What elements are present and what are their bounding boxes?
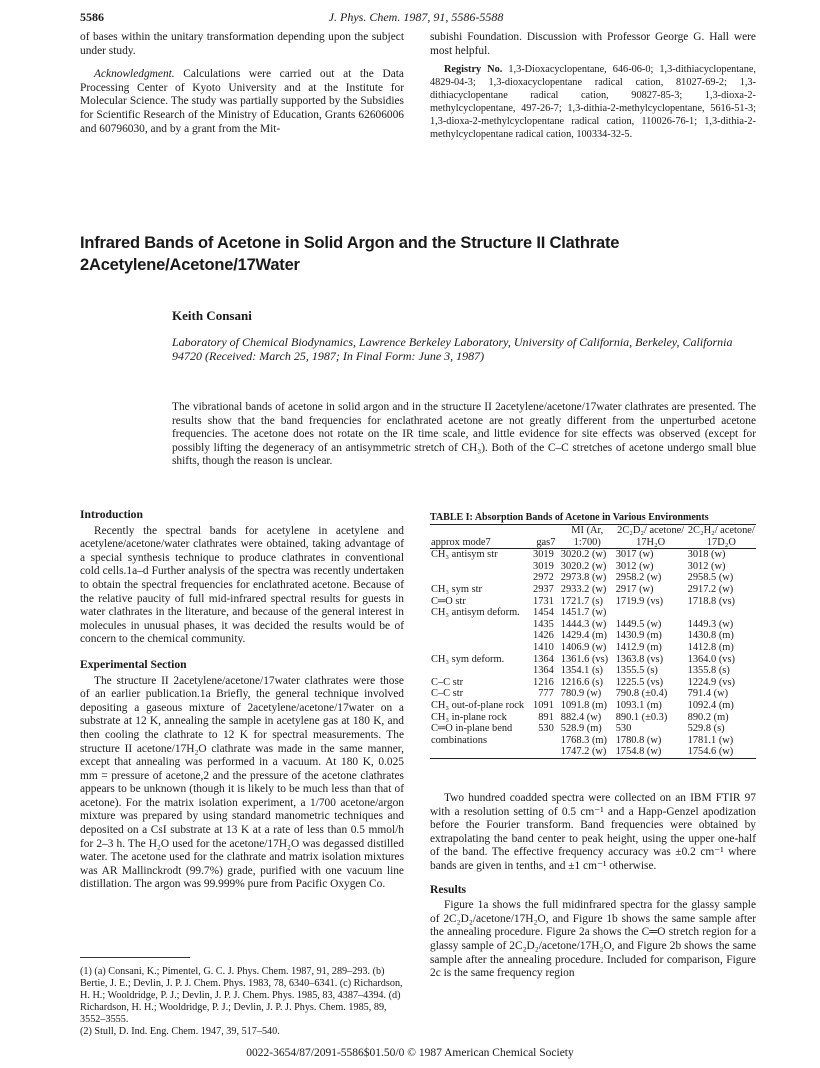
- cell-c2h2: 1718.8 (vs): [687, 595, 735, 607]
- cell-c2d2: 3012 (w): [615, 560, 654, 572]
- cell-gas: [532, 746, 560, 758]
- cell-gas: 530: [538, 723, 554, 735]
- cell-mi: 1361.6 (vs): [560, 653, 609, 665]
- table-row: [430, 561, 756, 573]
- cell-mode: C═O str: [431, 595, 466, 607]
- introduction-text: Recently the spectral bands for acetylene in acetylene and acetylene/acetone/water clathrates were obtained, taking advantage of a special synthesis technique to produce clathrates in conventional cold cells.1a–d Further analysis of the spectra was recently undertaken to obtain the spectral frequencies for enclathrated acetone. Because of the relative paucity of full mid-infrared spectral results for guests in water clathrates in the literature, and because of the general interest in molecules in unusual phases, it was decided the results would be of concern to the chemical community.: [80, 524, 404, 646]
- cell-gas: 777: [538, 688, 554, 700]
- table-row: [430, 746, 756, 758]
- previous-paragraph: of bases within the unitary transformation depending upon the subject under study.: [80, 31, 404, 57]
- cell-c2h2: 2958.5 (w): [687, 572, 734, 584]
- table-body: [430, 549, 756, 759]
- table-row: [430, 584, 756, 596]
- methods-paragraph: Two hundred coadded spectra were collected on an IBM FTIR 97 with a resolution setting of 0.5 cm⁻¹ and a Happ-Genzel apodization before the Fourier transform. Band frequencies were obtained by extrapolating the band center to peak height, using the upper one-half of the band. The effective frequency accuracy was ±0.2 cm⁻¹ where bands are given in tenths, and ±1 cm⁻¹ otherwise.: [430, 792, 756, 872]
- cell-gas: 1364: [533, 665, 554, 677]
- cell-c2d2: 1754.8 (w): [615, 746, 662, 758]
- cell-mode: [430, 665, 532, 677]
- cell-gas: 2972: [533, 572, 554, 584]
- cell-c2d2: 530: [615, 723, 632, 735]
- header-c2d2-clathrate: 2C₂D₂/ acetone/ 17H₂O: [615, 525, 687, 549]
- footnotes: [80, 966, 404, 1038]
- cell-c2h2: 3018 (w): [687, 549, 726, 561]
- results-text: Figure 1a shows the full midinfrared spectra for the glassy sample of 2C₂D₂/acetone/17H₂O, and Figure 1b shows the same sample after the annealing procedure. Figure 2a shows the C═O stretch region for a glassy sample of 2C₂D₂/acetone/17H₂O, and Figure 2b shows the same sample after the annealing procedure. Included for comparison, Figure 2c is the same frequency region: [430, 899, 756, 980]
- cell-gas: 3019: [533, 549, 554, 561]
- table-row: [430, 549, 756, 561]
- cell-c2h2: 3012 (w): [687, 560, 726, 572]
- table-row: [430, 654, 756, 666]
- cell-c2h2: 1092.4 (m): [687, 699, 734, 711]
- table-row: [430, 572, 756, 584]
- cell-mode: [430, 642, 532, 654]
- footnote-1: (1) (a) Consani, K.; Pimentel, G. C. J. Phys. Chem. 1987, 91, 289–293. (b) Bertie, J. E.; Devlin, J. P. J. Chem. Phys. 1983, 78, 6340–6341. (c) Richardson, H. H.; Wooldridge, P. J.; Devlin, J. P. J. Chem. Phys. 1985, 83, 4387–4394. (d) Richardson, H. H.; Wooldridge, P. J.; Devlin, J. P. J. Phys. Chem. 1985, 89, 3552–3555.: [80, 966, 403, 1025]
- cell-c2d2: 1430.9 (m): [615, 630, 662, 642]
- author-name: Keith Consani: [172, 308, 252, 323]
- cell-mode: C═O in-plane bend: [431, 723, 513, 735]
- experimental-text: The structure II 2acetylene/acetone/17water clathrates were those of an earlier publication.1a Briefly, the general technique involved depositing a gaseous mixture of 2acetylene/acetone/17water on a substrate at 12 K, annealing the sample in acetylene gas at 180 K, and then cooling the clathrate to 12 K for spectral measurements. The structure II acetone/17H₂O clathrate was made in the same manner, except that annealing was performed in a vacuum. At 180 K, 0.025 mm = pressure of acetone,2 and the pressure of the acetone clathrates appears to be unknown (though it is likely to be much less than that of acetone). For the matrix isolation experiment, a 1/700 acetone/argon mixture was prepared by using standard manometric techniques and deposited on a CsI substrate at 13 K at a rate of less than 0.5 mmol/h for 2–3 h. The H₂O used for the acetone/17H₂O was degassed distilled water. The acetone used for the clathrate and matrix isolation mixtures was AR Mallinckrodt (99.7%) grade, purified with one vacuum line distillation. The argon was 99.999% pure from Pacific Oxygen Co.: [80, 674, 404, 891]
- cell-mi: 528.9 (m): [560, 723, 602, 735]
- cell-c2h2: 529.8 (s): [687, 723, 725, 735]
- cell-c2d2: 2917 (w): [615, 583, 654, 595]
- cell-mi: 1451.7 (w): [560, 607, 607, 619]
- header-gas: gas7: [532, 525, 560, 549]
- body-right-column: [430, 792, 756, 981]
- table-row: [430, 712, 756, 724]
- table-header-row: [430, 525, 756, 549]
- header-c2h2-clathrate: 2C₂H₂/ acetone/ 17D₂O: [687, 525, 755, 548]
- table-row: [430, 700, 756, 712]
- registry-label: Registry No.: [444, 64, 503, 76]
- cell-gas: 1454: [533, 607, 554, 619]
- footnote-rule: [80, 957, 190, 958]
- cell-mi: 2973.8 (w): [560, 572, 607, 584]
- copyright-footer: 0022-3654/87/2091-5586$01.50/0 © 1987 American Chemical Society: [246, 1047, 574, 1059]
- table-row: [430, 688, 756, 700]
- cell-mi: 1091.8 (m): [560, 699, 607, 711]
- cell-mi: 1444.3 (w): [560, 618, 607, 630]
- header-approx-mode: approx mode7: [430, 525, 532, 549]
- table-row: [430, 630, 756, 642]
- cell-mi: 3020.2 (w): [560, 560, 607, 572]
- cell-mi: 1354.1 (s): [560, 665, 603, 677]
- cell-c2h2: [687, 607, 756, 619]
- registry-text: 1,3-Dioxacyclopentane, 646-06-0; 1,3-dithiacyclopentane, 4829-04-3; 1,3-dioxacyclopentane radical cation, 81027-69-2; 1,3-dithiacyclopentane radical cation, 90827-85-3; 1,3-dioxa-2-methylcyclopentane, 497-26-7; 1,3-dithia-2-methylcyclopentane, 5616-51-3; 1,3-dioxa-2-methylcyclopentane radical cation, 110026-76-1; 1,3-dithia-2-methylcyclopentane radical cation, 100334-32-5.: [430, 64, 757, 141]
- cell-mode: CH₃ in-plane rock: [431, 711, 507, 723]
- cell-c2h2: 1355.8 (s): [687, 665, 730, 677]
- cell-mode: [430, 630, 532, 642]
- cell-c2d2: 790.8 (±0.4): [615, 688, 668, 700]
- cell-gas: 1091: [533, 699, 554, 711]
- previous-paragraph-continued: subishi Foundation. Discussion with Professor George G. Hall were most helpful.: [430, 31, 756, 57]
- cell-c2d2: 1093.1 (m): [615, 699, 662, 711]
- cell-c2h2: 1754.6 (w): [687, 746, 734, 758]
- cell-mi: 1429.4 (m): [560, 630, 607, 642]
- cell-gas: 1731: [533, 595, 554, 607]
- previous-article-right-column: [430, 31, 756, 141]
- cell-mi: 1406.9 (w): [560, 641, 607, 653]
- cell-gas: 3019: [533, 560, 554, 572]
- absorption-bands-table: [430, 524, 756, 759]
- footnote-2: (2) Stull, D. Ind. Eng. Chem. 1947, 39, 517–540.: [80, 1026, 280, 1037]
- cell-mi: 1768.3 (m): [560, 734, 607, 746]
- acknowledgment: [80, 68, 404, 136]
- cell-gas: 1364: [533, 653, 554, 665]
- article-title: [80, 232, 760, 276]
- cell-mode: CH₃ out-of-plane rock: [431, 699, 525, 711]
- cell-gas: 1216: [533, 676, 554, 688]
- cell-c2h2: 1781.1 (w): [687, 734, 734, 746]
- table-caption: TABLE I: Absorption Bands of Acetone in Various Environments: [430, 512, 709, 523]
- cell-c2h2: 1364.0 (vs): [687, 653, 735, 665]
- cell-mode: [430, 746, 532, 758]
- cell-gas: 2937: [533, 583, 554, 595]
- registry-numbers: [430, 63, 756, 141]
- cell-c2d2: 1719.9 (vs): [615, 595, 664, 607]
- cell-mode: [430, 561, 532, 573]
- title-line-1: Infrared Bands of Acetone in Solid Argon and the Structure II Clathrate: [80, 234, 620, 252]
- page-number: 5586: [80, 10, 104, 24]
- table-row: [430, 607, 756, 619]
- cell-gas: [532, 735, 560, 747]
- cell-c2d2: 2958.2 (w): [615, 572, 662, 584]
- author-affiliation: Laboratory of Chemical Biodynamics, Lawrence Berkeley Laboratory, University of California, Berkeley, California 94720 (Received: March 25, 1987; In Final Form: June 3, 1987): [172, 335, 733, 363]
- table-row: [430, 665, 756, 677]
- table-row: [430, 677, 756, 689]
- cell-c2d2: 1449.5 (w): [615, 618, 662, 630]
- cell-mi: 1747.2 (w): [560, 746, 607, 758]
- cell-c2h2: 1449.3 (w): [687, 618, 734, 630]
- cell-mode: CH₃ antisym deform.: [431, 607, 520, 619]
- table-row: [430, 723, 756, 735]
- cell-c2d2: 1355.5 (s): [615, 665, 658, 677]
- cell-c2d2: 3017 (w): [615, 549, 654, 561]
- cell-c2h2: 2917.2 (w): [687, 583, 734, 595]
- previous-article-left-column: [80, 31, 404, 136]
- cell-mode: combinations: [431, 734, 487, 746]
- running-header: [80, 10, 752, 26]
- cell-mode: CH₃ sym str: [431, 583, 482, 595]
- cell-gas: 1410: [533, 641, 554, 653]
- cell-gas: 891: [538, 711, 554, 723]
- section-heading-experimental: Experimental Section: [80, 657, 187, 671]
- cell-mi: 780.9 (w): [560, 688, 602, 700]
- cell-c2h2: 890.2 (m): [687, 711, 729, 723]
- cell-mode: [430, 619, 532, 631]
- cell-c2d2: 1225.5 (vs): [615, 676, 664, 688]
- cell-c2d2: [615, 607, 687, 619]
- cell-mode: CH₃ sym deform.: [431, 653, 505, 665]
- table-row: [430, 619, 756, 631]
- cell-mode: C–C str: [431, 688, 464, 700]
- section-heading-introduction: Introduction: [80, 508, 143, 521]
- title-line-2: 2Acetylene/Acetone/17Water: [80, 256, 300, 274]
- cell-c2h2: 1224.9 (vs): [687, 676, 735, 688]
- table-row: [430, 596, 756, 608]
- table-row: [430, 642, 756, 654]
- cell-c2d2: 1780.8 (w): [615, 734, 662, 746]
- body-left-column: [80, 508, 404, 892]
- acknowledgment-text: Calculations were carried out at the Data Processing Center of Kyoto University and at the Institute for Molecular Science. The study was partially supported by the Subsidies for Scientific Research of the Ministry of Education, Grants 62606006 and 60796030, and by a grant from the Mit-: [80, 68, 404, 135]
- cell-c2d2: 890.1 (±0.3): [615, 711, 668, 723]
- abstract: The vibrational bands of acetone in solid argon and in the structure II 2acetylene/acetone/17water clathrates are presented. The results show that the band frequencies for enclathrated acetone are not greatly different from the unperturbed acetone frequencies. The acetone does not rotate on the IR time scale, and little evidence for site effects was observed (except for possibly lifting the degeneracy of an antisymmetric stretch of CH₃). Both of the C–C stretches of acetone undergo small blue shifts, though the reason is unclear.: [172, 401, 756, 468]
- cell-mi: 882.4 (w): [560, 711, 602, 723]
- cell-mode: [430, 572, 532, 584]
- section-heading-results: Results: [430, 882, 467, 896]
- cell-c2d2: 1412.9 (m): [615, 641, 662, 653]
- acknowledgment-label: Acknowledgment.: [94, 68, 175, 81]
- cell-c2h2: 1430.8 (m): [687, 630, 734, 642]
- table-row: [430, 735, 756, 747]
- journal-citation: J. Phys. Chem. 1987, 91, 5586-5588: [328, 10, 504, 24]
- cell-mi: 2933.2 (w): [560, 583, 607, 595]
- cell-mode: CH₃ antisym str: [431, 549, 498, 561]
- header-matrix-isolation: MI (Ar, 1:700): [560, 525, 615, 549]
- cell-gas: 1426: [533, 630, 554, 642]
- cell-mi: 3020.2 (w): [560, 549, 607, 561]
- cell-mi: 1216.6 (s): [560, 676, 603, 688]
- cell-mode: C–C str: [431, 676, 464, 688]
- cell-mi: 1721.7 (s): [560, 595, 603, 607]
- cell-c2d2: 1363.8 (vs): [615, 653, 664, 665]
- cell-c2h2: 1412.8 (m): [687, 641, 734, 653]
- cell-gas: 1435: [533, 618, 554, 630]
- cell-c2h2: 791.4 (w): [687, 688, 729, 700]
